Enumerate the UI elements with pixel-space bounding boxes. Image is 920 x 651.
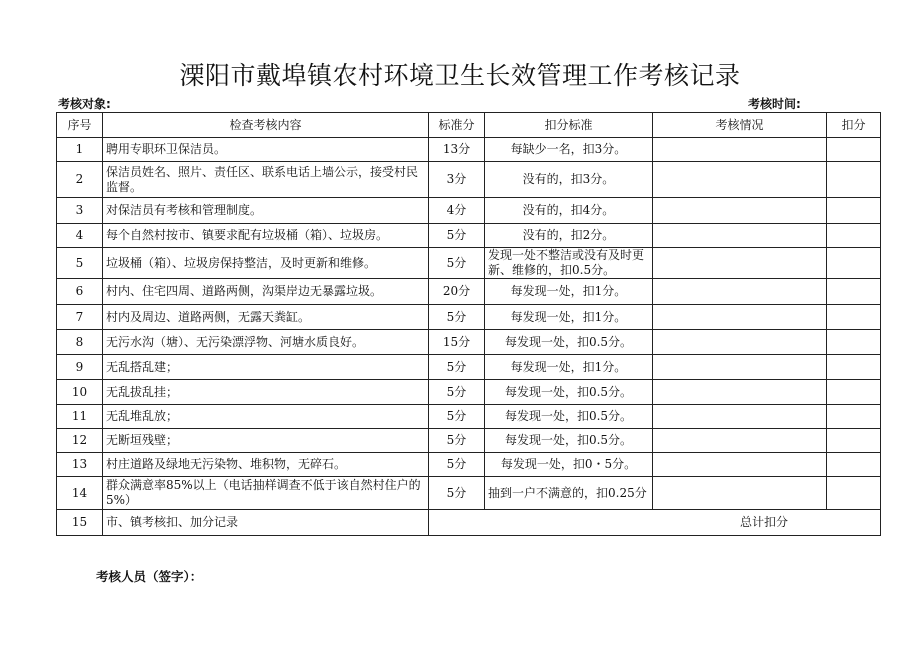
row-seq: 9 — [57, 355, 103, 380]
header-deduction: 扣分 — [827, 113, 881, 138]
document-title: 溧阳市戴埠镇农村环境卫生长效管理工作考核记录 — [179, 61, 741, 90]
row-situation[interactable] — [653, 429, 827, 453]
row-situation[interactable] — [653, 380, 827, 405]
row-content: 无乱堆乱放； — [103, 405, 429, 429]
row-deduction-rule: 每发现一处，扣0.5分。 — [485, 405, 653, 429]
row-deduction-rule: 每发现一处，扣1分。 — [485, 279, 653, 305]
row-standard-score: 5分 — [429, 248, 485, 279]
header-situation: 考核情况 — [653, 113, 827, 138]
row-seq: 1 — [57, 138, 103, 162]
row-deduction[interactable] — [827, 477, 881, 510]
table-row — [57, 330, 881, 355]
row-content: 村内及周边、道路两侧，无露天粪缸。 — [103, 305, 429, 330]
row-deduction[interactable] — [827, 248, 881, 279]
row-seq: 14 — [57, 477, 103, 510]
row-standard-score: 5分 — [429, 380, 485, 405]
table-row — [57, 138, 881, 162]
row-situation[interactable] — [653, 453, 827, 477]
row-content: 垃圾桶（箱）、垃圾房保持整洁，及时更新和维修。 — [103, 248, 429, 279]
row-seq: 15 — [57, 510, 103, 536]
row-deduction-rule: 每发现一处，扣0・5分。 — [485, 453, 653, 477]
row-situation[interactable] — [653, 138, 827, 162]
row-deduction[interactable] — [827, 330, 881, 355]
table-header-row — [57, 113, 881, 138]
total-deduction-label: 总计扣分 — [429, 510, 881, 536]
row-situation[interactable] — [653, 330, 827, 355]
row-content: 无断垣残壁； — [103, 429, 429, 453]
table-row — [57, 305, 881, 330]
row-situation[interactable] — [653, 198, 827, 224]
row-content: 村内、住宅四周、道路两侧，沟渠岸边无暴露垃圾。 — [103, 279, 429, 305]
row-deduction-rule: 没有的，扣3分。 — [485, 162, 653, 198]
row-seq: 13 — [57, 453, 103, 477]
table-row — [57, 248, 881, 279]
table-row-total — [57, 510, 881, 536]
table-row — [57, 224, 881, 248]
table-row — [57, 355, 881, 380]
header-deduction-rule: 扣分标准 — [485, 113, 653, 138]
row-deduction[interactable] — [827, 453, 881, 477]
row-standard-score: 5分 — [429, 355, 485, 380]
row-seq: 11 — [57, 405, 103, 429]
row-deduction[interactable] — [827, 380, 881, 405]
table-row — [57, 279, 881, 305]
row-content: 对保洁员有考核和管理制度。 — [103, 198, 429, 224]
row-deduction[interactable] — [827, 162, 881, 198]
row-deduction-rule: 每发现一处，扣0.5分。 — [485, 330, 653, 355]
table-row — [57, 162, 881, 198]
row-deduction[interactable] — [827, 405, 881, 429]
signature-label: 考核人员（签字）： — [96, 569, 203, 584]
row-seq: 3 — [57, 198, 103, 224]
row-content: 无乱拔乱挂； — [103, 380, 429, 405]
row-situation[interactable] — [653, 477, 827, 510]
table-row — [57, 429, 881, 453]
row-deduction-rule: 每缺少一名，扣3分。 — [485, 138, 653, 162]
row-seq: 5 — [57, 248, 103, 279]
table-row — [57, 477, 881, 510]
row-content: 聘用专职环卫保洁员。 — [103, 138, 429, 162]
header-seq: 序号 — [57, 113, 103, 138]
row-situation[interactable] — [653, 355, 827, 380]
row-content: 村庄道路及绿地无污染物、堆积物，无碎石。 — [103, 453, 429, 477]
row-situation[interactable] — [653, 162, 827, 198]
row-deduction-rule: 没有的，扣2分。 — [485, 224, 653, 248]
row-content: 每个自然村按市、镇要求配有垃圾桶（箱）、垃圾房。 — [103, 224, 429, 248]
row-deduction-rule: 每发现一处，扣0.5分。 — [485, 380, 653, 405]
row-deduction[interactable] — [827, 138, 881, 162]
row-content: 保洁员姓名、照片、责任区、联系电话上墙公示，接受村民监督。 — [103, 162, 429, 198]
row-seq: 6 — [57, 279, 103, 305]
row-standard-score: 5分 — [429, 405, 485, 429]
row-deduction-rule: 每发现一处，扣1分。 — [485, 355, 653, 380]
row-seq: 12 — [57, 429, 103, 453]
table-row — [57, 405, 881, 429]
assessment-table — [56, 112, 881, 536]
row-standard-score: 5分 — [429, 224, 485, 248]
row-situation[interactable] — [653, 279, 827, 305]
assessment-object-label: 考核对象: — [58, 97, 111, 111]
row-deduction[interactable] — [827, 305, 881, 330]
row-standard-score: 13分 — [429, 138, 485, 162]
row-seq: 10 — [57, 380, 103, 405]
row-deduction[interactable] — [827, 198, 881, 224]
row-deduction-rule: 每发现一处，扣0.5分。 — [485, 429, 653, 453]
table-row — [57, 198, 881, 224]
row-content: 无乱搭乱建； — [103, 355, 429, 380]
row-standard-score: 20分 — [429, 279, 485, 305]
row-deduction[interactable] — [827, 355, 881, 380]
row-deduction[interactable] — [827, 279, 881, 305]
row-standard-score: 15分 — [429, 330, 485, 355]
row-content: 无污水沟（塘）、无污染漂浮物、河塘水质良好。 — [103, 330, 429, 355]
row-deduction[interactable] — [827, 429, 881, 453]
row-content: 群众满意率85%以上（电话抽样调查不低于该自然村住户的5%） — [103, 477, 429, 510]
row-content: 市、镇考核扣、加分记录 — [103, 510, 429, 536]
row-standard-score: 5分 — [429, 429, 485, 453]
row-standard-score: 5分 — [429, 477, 485, 510]
row-seq: 7 — [57, 305, 103, 330]
row-seq: 4 — [57, 224, 103, 248]
row-standard-score: 4分 — [429, 198, 485, 224]
row-deduction-rule: 抽到一户不满意的，扣0.25分 — [485, 477, 653, 510]
table-row — [57, 453, 881, 477]
header-content: 检查考核内容 — [103, 113, 429, 138]
row-standard-score: 5分 — [429, 305, 485, 330]
row-situation[interactable] — [653, 248, 827, 279]
row-standard-score: 5分 — [429, 453, 485, 477]
row-standard-score: 3分 — [429, 162, 485, 198]
row-deduction-rule: 没有的，扣4分。 — [485, 198, 653, 224]
row-deduction[interactable] — [827, 224, 881, 248]
row-seq: 8 — [57, 330, 103, 355]
row-situation[interactable] — [653, 224, 827, 248]
row-situation[interactable] — [653, 305, 827, 330]
assessment-time-label: 考核时间: — [748, 97, 801, 111]
row-deduction-rule: 每发现一处，扣1分。 — [485, 305, 653, 330]
row-seq: 2 — [57, 162, 103, 198]
row-situation[interactable] — [653, 405, 827, 429]
table-row — [57, 380, 881, 405]
header-standard-score: 标准分 — [429, 113, 485, 138]
row-deduction-rule: 发现一处不整洁或没有及时更新、维修的，扣0.5分。 — [485, 248, 653, 279]
